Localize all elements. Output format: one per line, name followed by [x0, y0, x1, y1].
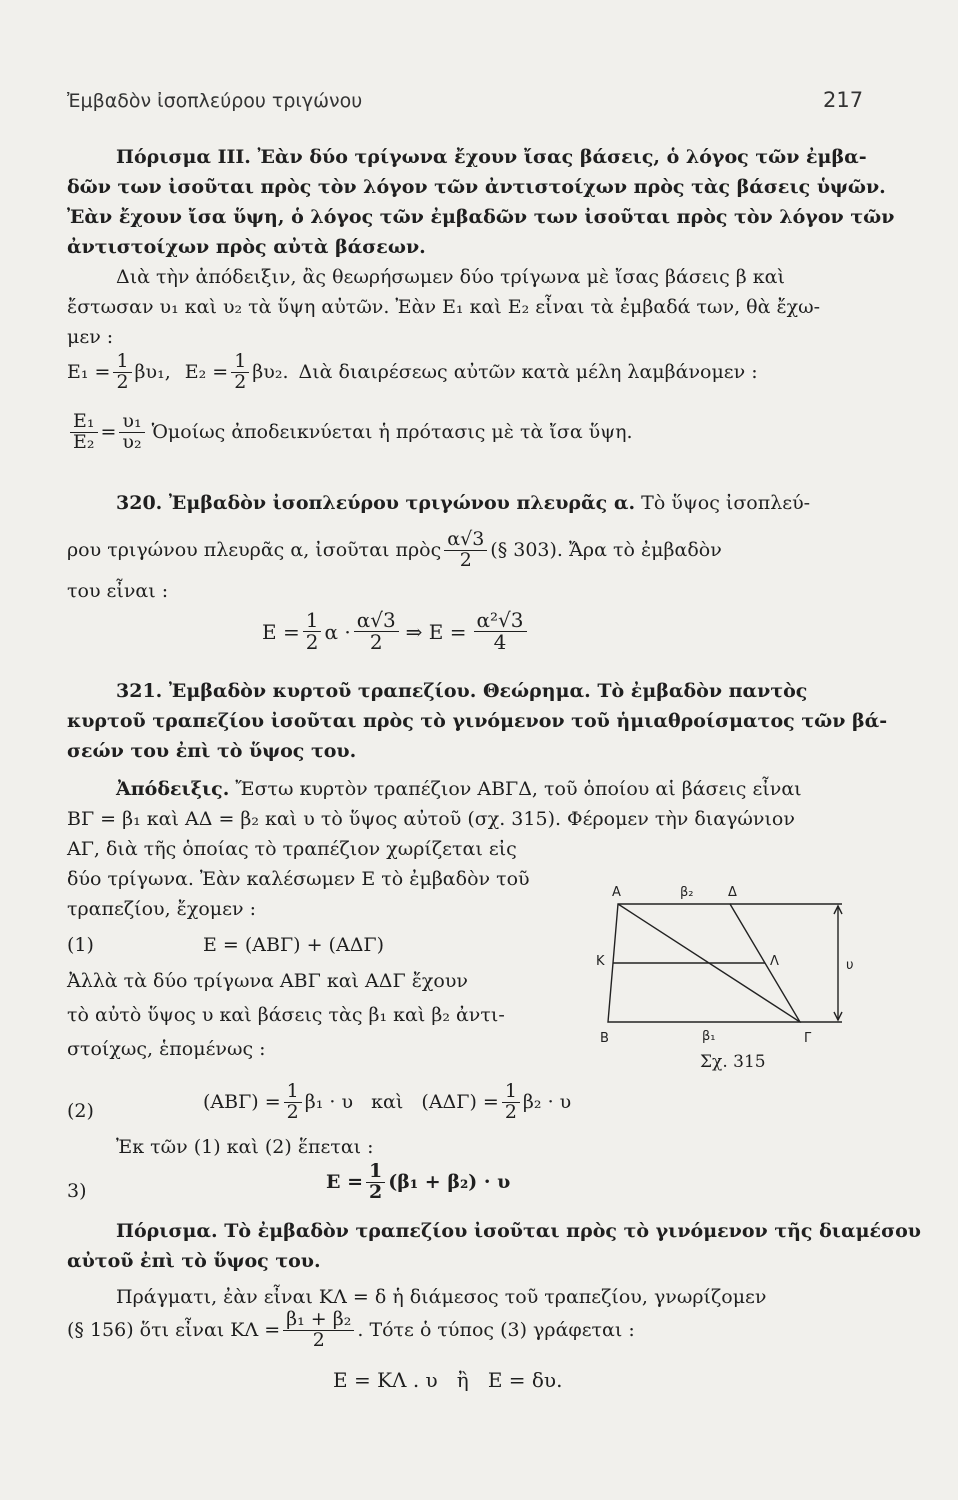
eq3-right: (β₁ + β₂) · υ	[388, 1171, 511, 1194]
e2-rhs: βυ₂.	[252, 361, 289, 384]
eq2-label: (2)	[67, 1100, 94, 1122]
label-L: Λ	[770, 954, 779, 969]
sec320-first-line	[116, 492, 810, 514]
eq2-left: (ΑΒΓ) =	[203, 1091, 281, 1114]
label-A: Α	[612, 885, 621, 900]
proof-label: Ἀπόδειξις.	[116, 778, 230, 800]
half-fraction-1: $\frac{1}{2}$	[113, 352, 131, 393]
eq1-label: (1)	[67, 934, 94, 956]
label-b1: β₁	[702, 1029, 716, 1044]
area-implies: ⇒ Ε =	[405, 619, 467, 644]
porisma-final-2: αὐτοῦ ἐπὶ τὸ ὕψος του.	[67, 1250, 321, 1272]
running-header: Ἐμβαδὸν ἰσοπλεύρου τριγώνου	[67, 90, 363, 112]
e-ratio: $\frac{\text{Ε₁}}{\text{Ε₂}}$	[70, 412, 98, 453]
sec320-text2b: (§ 303). Ἄρα τὸ ἐμβαδὸν	[490, 539, 722, 562]
ratio-tail-text: Ὁμοίως ἀποδεικνύεται ἡ πρότασις μὲ τὰ ἴσα ὕψη.	[151, 421, 633, 444]
sec320-text2a: ρου τριγώνου πλευρᾶς α, ἰσοῦται πρὸς	[67, 539, 442, 562]
half-fraction-2: $\frac{1}{2}$	[231, 352, 249, 393]
ratio-formula	[67, 412, 633, 453]
porisma-final-text2a: (§ 156) ὅτι εἶναι ΚΛ =	[67, 1319, 281, 1342]
sec321-proof-3: ΑΓ, διὰ τῆς ὁποίας τὸ τραπέζιον χωρίζεται εἰς	[67, 838, 517, 860]
eq2-mid: β₁ · υ καὶ (ΑΔΓ) =	[304, 1091, 499, 1114]
area-half: $\frac{1}{2}$	[303, 610, 322, 653]
porisma-final-text1: Πράγματι, ἐὰν εἶναι ΚΛ = δ ἡ διάμεσος τοῦ τραπεζίου, γνωρίζομεν	[116, 1286, 767, 1308]
label-B: Β	[600, 1031, 609, 1046]
final-formula: Ε = ΚΛ . υ ἢ Ε = δυ.	[333, 1368, 563, 1392]
porisma3-proof-2: ἔστωσαν υ₁ καὶ υ₂ τὰ ὕψη αὐτῶν. Ἐὰν Ε₁ καὶ Ε₂ εἶναι τὰ ἐμβαδά των, θὰ ἔχω-	[67, 296, 821, 318]
eq2-half-2: $\frac{1}{2}$	[502, 1082, 520, 1123]
area-lhs: Ε =	[262, 619, 300, 644]
figure-315	[590, 874, 870, 1074]
sec320-text1: Τὸ ὕψος ἰσοπλεύ-	[641, 492, 811, 514]
eq2-half-1: $\frac{1}{2}$	[284, 1082, 302, 1123]
label-b2: β₂	[680, 885, 694, 900]
porisma3-line-4: ἀντιστοίχων πρὸς αὐτὰ βάσεων.	[67, 236, 426, 258]
label-D: Δ	[728, 885, 737, 900]
e1-rhs: βυ₁,	[134, 361, 171, 384]
eq2	[203, 1082, 571, 1123]
sec320-heading: 320. Ἐμβαδὸν ἰσοπλεύρου τριγώνου πλευρᾶς α.	[116, 492, 636, 514]
sec321-heading-3: σεών του ἐπὶ τὸ ὕψος του.	[67, 740, 357, 762]
eq2-right: β₂ · υ	[522, 1091, 572, 1114]
height-fraction: $\frac{\alpha√3}{2}$	[444, 530, 487, 571]
porisma3-line-3: Ἐὰν ἔχουν ἴσα ὕψη, ὁ λόγος τῶν ἐμβαδῶν των ἰσοῦται πρὸς τὸν λόγον τῶν	[67, 206, 895, 228]
eq3-half: $\frac{1}{2}$	[366, 1162, 385, 1203]
porisma3-proof-1: Διὰ τὴν ἀπόδειξιν, ἂς θεωρήσωμεν δύο τρίγωνα μὲ ἴσας βάσεις β καὶ	[116, 266, 785, 288]
sec321-after-1: Ἀλλὰ τὰ δύο τρίγωνα ΑΒΓ καὶ ΑΔΓ ἔχουν	[67, 970, 468, 992]
label-G: Γ	[804, 1031, 812, 1046]
porisma3-line-1: Πόρισμα ΙΙΙ. Ἐὰν δύο τρίγωνα ἔχουν ἴσας βάσεις, ὁ λόγος τῶν ἐμβα-	[116, 146, 867, 168]
ratio-equals: =	[100, 421, 117, 444]
e1-lhs: Ε₁ =	[67, 361, 111, 384]
sec320-second-line	[67, 530, 722, 571]
proof-text-1: Ἔστω κυρτὸν τραπέζιον ΑΒΓΔ, τοῦ ὁποίου αἱ βάσεις εἶναι	[235, 778, 802, 800]
eq3-label: 3)	[67, 1180, 87, 1202]
porisma-final-text2b: . Τότε ὁ τύπος (3) γράφεται :	[357, 1319, 635, 1342]
formula-tail-text: Διὰ διαιρέσεως αὐτῶν κατὰ μέλη λαμβάνομεν :	[298, 361, 758, 384]
sec320-text3: του εἶναι :	[67, 580, 169, 602]
median-fraction: $\frac{\text{β₁ + β₂}}{2}$	[283, 1310, 354, 1351]
porisma3-proof-3: μεν :	[67, 326, 114, 348]
page-number: 217	[823, 88, 864, 112]
e2-lhs: Ε₂ =	[184, 361, 229, 384]
sec321-after-3: στοίχως, ἑπομένως :	[67, 1038, 266, 1060]
formula-e1-e2	[67, 352, 758, 393]
eq3	[326, 1162, 510, 1203]
figure-caption: Σχ. 315	[700, 1052, 766, 1072]
sec321-proof-2: ΒΓ = β₁ καὶ ΑΔ = β₂ καὶ υ τὸ ὕψος αὐτοῦ (σχ. 315). Φέρομεν τὴν διαγώνιον	[67, 808, 795, 830]
label-K: Κ	[596, 954, 605, 969]
area-result: $\frac{\text{α²√3}}{4}$	[474, 610, 527, 653]
sec321-proof-1	[116, 778, 802, 800]
label-u: υ	[846, 958, 854, 973]
sec321-heading-1: 321. Ἐμβαδὸν κυρτοῦ τραπεζίου. Θεώρημα. Τὸ ἐμβαδὸν παντὸς	[116, 680, 808, 702]
area-formula	[262, 610, 530, 653]
porisma-final-line2	[67, 1310, 635, 1351]
area-height: $\frac{\alpha√3}{2}$	[354, 610, 399, 653]
sec321-proof-4: δύο τρίγωνα. Ἐὰν καλέσωμεν Ε τὸ ἐμβαδὸν τοῦ	[67, 868, 530, 890]
eq1: Ε = (ΑΒΓ) + (ΑΔΓ)	[203, 934, 385, 956]
eq3-left: Ε =	[326, 1171, 364, 1194]
sec321-after-2: τὸ αὐτὸ ὕψος υ καὶ βάσεις τὰς β₁ καὶ β₂ ἀντι-	[67, 1004, 505, 1026]
sec321-heading-2: κυρτοῦ τραπεζίου ἰσοῦται πρὸς τὸ γινόμενον τοῦ ἡμιαθροίσματος τῶν βά-	[67, 710, 888, 732]
porisma-final-1: Πόρισμα. Τὸ ἐμβαδὸν τραπεζίου ἰσοῦται πρὸς τὸ γινόμενον τῆς διαμέσου	[116, 1220, 921, 1242]
porisma3-line-2: δῶν των ἰσοῦται πρὸς τὸν λόγον τῶν ἀντιστοίχων πρὸς τὰς βάσεις ὑψῶν.	[67, 176, 886, 198]
area-mid: α ·	[324, 619, 351, 644]
follows-text: Ἐκ τῶν (1) καὶ (2) ἕπεται :	[116, 1136, 374, 1158]
sec321-proof-5: τραπεζίου, ἔχομεν :	[67, 898, 256, 920]
u-ratio: $\frac{\text{υ₁}}{\text{υ₂}}$	[119, 412, 144, 453]
